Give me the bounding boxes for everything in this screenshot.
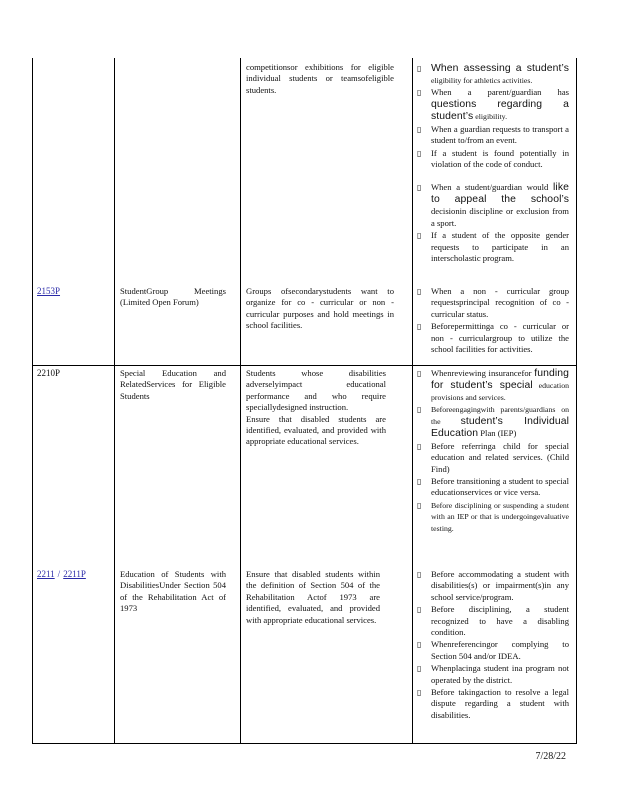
bullet-text: When a non - curricular group requestsprincipal recognition of co - curricular status. <box>431 286 569 319</box>
bullet-item <box>417 687 569 721</box>
missing-glyph-box-icon: ▯ <box>417 605 422 615</box>
policy-link-2211P[interactable]: 2211P <box>63 569 86 579</box>
bullet-text: Before referringa child for special education and related services. (Child Find) <box>431 440 569 474</box>
triggers-cell <box>417 63 569 265</box>
purpose-text: Students whose disabilities adverselyimpact educational performance and who require speciallydesigned instruction. <box>246 368 386 413</box>
missing-glyph-box-icon: ▯ <box>417 148 422 158</box>
bullet-text: When a student/guardian would <box>431 182 553 193</box>
bullet-item <box>417 63 569 86</box>
bullet-text: funding for student’s special <box>431 368 569 391</box>
bullet-text: If a student of the opposite gender requests to participate in an interscholastic program. <box>431 230 569 264</box>
missing-glyph-box-icon: ▯ <box>417 441 422 451</box>
missing-glyph-box-icon: ▯ <box>417 231 422 241</box>
bullet-item <box>417 500 569 534</box>
bullet-item <box>417 124 569 147</box>
missing-glyph-box-icon: ▯ <box>417 64 422 73</box>
bullet-text: decisionin discipline or exclusion from a sport. <box>431 206 569 228</box>
triggers-cell <box>417 368 569 535</box>
bullet-item <box>417 663 569 686</box>
bullet-text: Beforepermittinga co - curricular or non - curriculargroup to utilize the school facilities for activities. <box>431 321 569 355</box>
purpose-cell <box>246 62 394 96</box>
bullet-text: eligibility. <box>473 111 508 121</box>
policy-title-cell <box>120 569 226 615</box>
bullet-text: If a student is found potentially in violation of the code of conduct. <box>431 147 569 170</box>
missing-glyph-box-icon: ▯ <box>417 477 422 487</box>
policy-code-cell <box>37 368 111 379</box>
missing-glyph-box-icon: ▯ <box>417 287 422 296</box>
link-separator: / <box>57 569 61 579</box>
policy-code: 2210P <box>37 368 61 378</box>
policy-link-2211[interactable]: 2211 <box>37 569 55 579</box>
missing-glyph-box-icon: ▯ <box>417 664 422 674</box>
table-border-left <box>32 58 33 744</box>
purpose-cell <box>246 569 380 626</box>
bullet-item <box>417 148 569 171</box>
bullet-item <box>417 230 569 264</box>
missing-glyph-box-icon: ▯ <box>417 640 422 650</box>
bullet-text: Beforeengagingwith parents/guardians on the <box>431 405 569 426</box>
bullet-text: education provisions and services. <box>431 381 569 402</box>
bullet-text: Plan (IEP) <box>478 427 517 438</box>
missing-glyph-box-icon: ▯ <box>417 124 422 134</box>
triggers-cell <box>417 569 569 722</box>
missing-glyph-box-icon: ▯ <box>417 322 422 332</box>
bullet-text: When a guardian requests to transport a student to/from an event. <box>431 123 569 146</box>
policy-code-cell <box>37 569 111 580</box>
page-date: 7/28/22 <box>535 751 566 762</box>
bullet-item <box>417 476 569 499</box>
policy-code-cell <box>37 286 111 297</box>
bullet-item <box>417 368 569 403</box>
table-border-right <box>576 58 577 744</box>
bullet-text: Before accommodating a student with disabilities(s) or impairment(s)in any school service/program. <box>431 569 569 602</box>
bullet-text: Before disciplining or suspending a student with an IEP or that is undergoingevaluative testing. <box>431 500 569 533</box>
missing-glyph-box-icon: ▯ <box>417 369 422 378</box>
policy-title: StudentGroup Meetings (Limited Open Forum) <box>120 286 226 308</box>
bullet-item <box>417 87 569 122</box>
bullet-text: student’s Individual Education <box>431 415 569 439</box>
bullet-item <box>417 321 569 355</box>
purpose-text: Ensure that disabled students within the definition of Section 504 of the Rehabilitation Actof 1973 are identified, evaluated, and provided with appropriate educational services. <box>246 569 380 625</box>
policy-title: Special Education and RelatedServices for Eligible Students <box>120 368 226 401</box>
bullet-text: questions regarding a student’s <box>431 98 569 122</box>
row-divider <box>32 365 577 366</box>
bullet-text: Whenreferencingor complying to Section 504 and/or IDEA. <box>431 639 569 661</box>
bullet-text: eligibility for athletics activities. <box>431 76 533 85</box>
missing-glyph-box-icon: ▯ <box>417 88 422 98</box>
bullet-item <box>417 404 569 439</box>
purpose-text: competitionsor exhibitions for eligible individual students or teamsofeligible students. <box>246 62 394 95</box>
purpose-text: Ensure that disabled students are identified, evaluated, and provided with appropriate educational services. <box>246 413 386 447</box>
bullet-item <box>417 182 569 229</box>
bullet-text: Whenplacinga student ina program not operated by the district. <box>431 663 569 685</box>
bullet-text: like to appeal the school’s <box>431 182 569 206</box>
triggers-cell <box>417 286 569 356</box>
missing-glyph-box-icon: ▯ <box>417 405 422 415</box>
missing-glyph-box-icon: ▯ <box>417 500 422 510</box>
bullet-item <box>417 441 569 475</box>
bullet-item <box>417 286 569 320</box>
table-border-bottom <box>32 743 577 744</box>
policy-title-cell <box>120 368 226 402</box>
missing-glyph-box-icon: ▯ <box>417 688 422 698</box>
missing-glyph-box-icon: ▯ <box>417 570 422 579</box>
policy-title-cell <box>120 286 226 309</box>
bullet-text: When a parent/guardian has <box>431 87 569 98</box>
bullet-text: When assessing a student’s <box>431 63 569 74</box>
bullet-text: Before takingaction to resolve a legal dispute regarding a student with disabilities. <box>431 687 569 720</box>
table-border-col2 <box>240 58 241 744</box>
bullet-text: Whenreviewing insurancefor <box>431 368 535 378</box>
bullet-text: Before transitioning a student to special educationservices or vice versa. <box>431 476 569 498</box>
bullet-item <box>417 604 569 638</box>
policy-title: Education of Students with DisabilitiesUnder Section 504 of the Rehabilitation Act of 1973 <box>120 569 226 614</box>
bullet-text: Before disciplining, a student recognized to have a disabling condition. <box>431 604 569 638</box>
table-border-col3 <box>412 58 413 744</box>
bullet-item <box>417 569 569 603</box>
policy-link-2153P[interactable]: 2153P <box>37 286 61 296</box>
bullet-item <box>417 639 569 662</box>
table-border-col1 <box>114 58 115 744</box>
purpose-text: Groups ofsecondarystudents want to organize for co - curricular or non - curricular purposes and hold meetings in school facilities. <box>246 286 394 331</box>
missing-glyph-box-icon: ▯ <box>417 183 422 193</box>
purpose-cell <box>246 368 386 448</box>
purpose-cell <box>246 286 394 332</box>
